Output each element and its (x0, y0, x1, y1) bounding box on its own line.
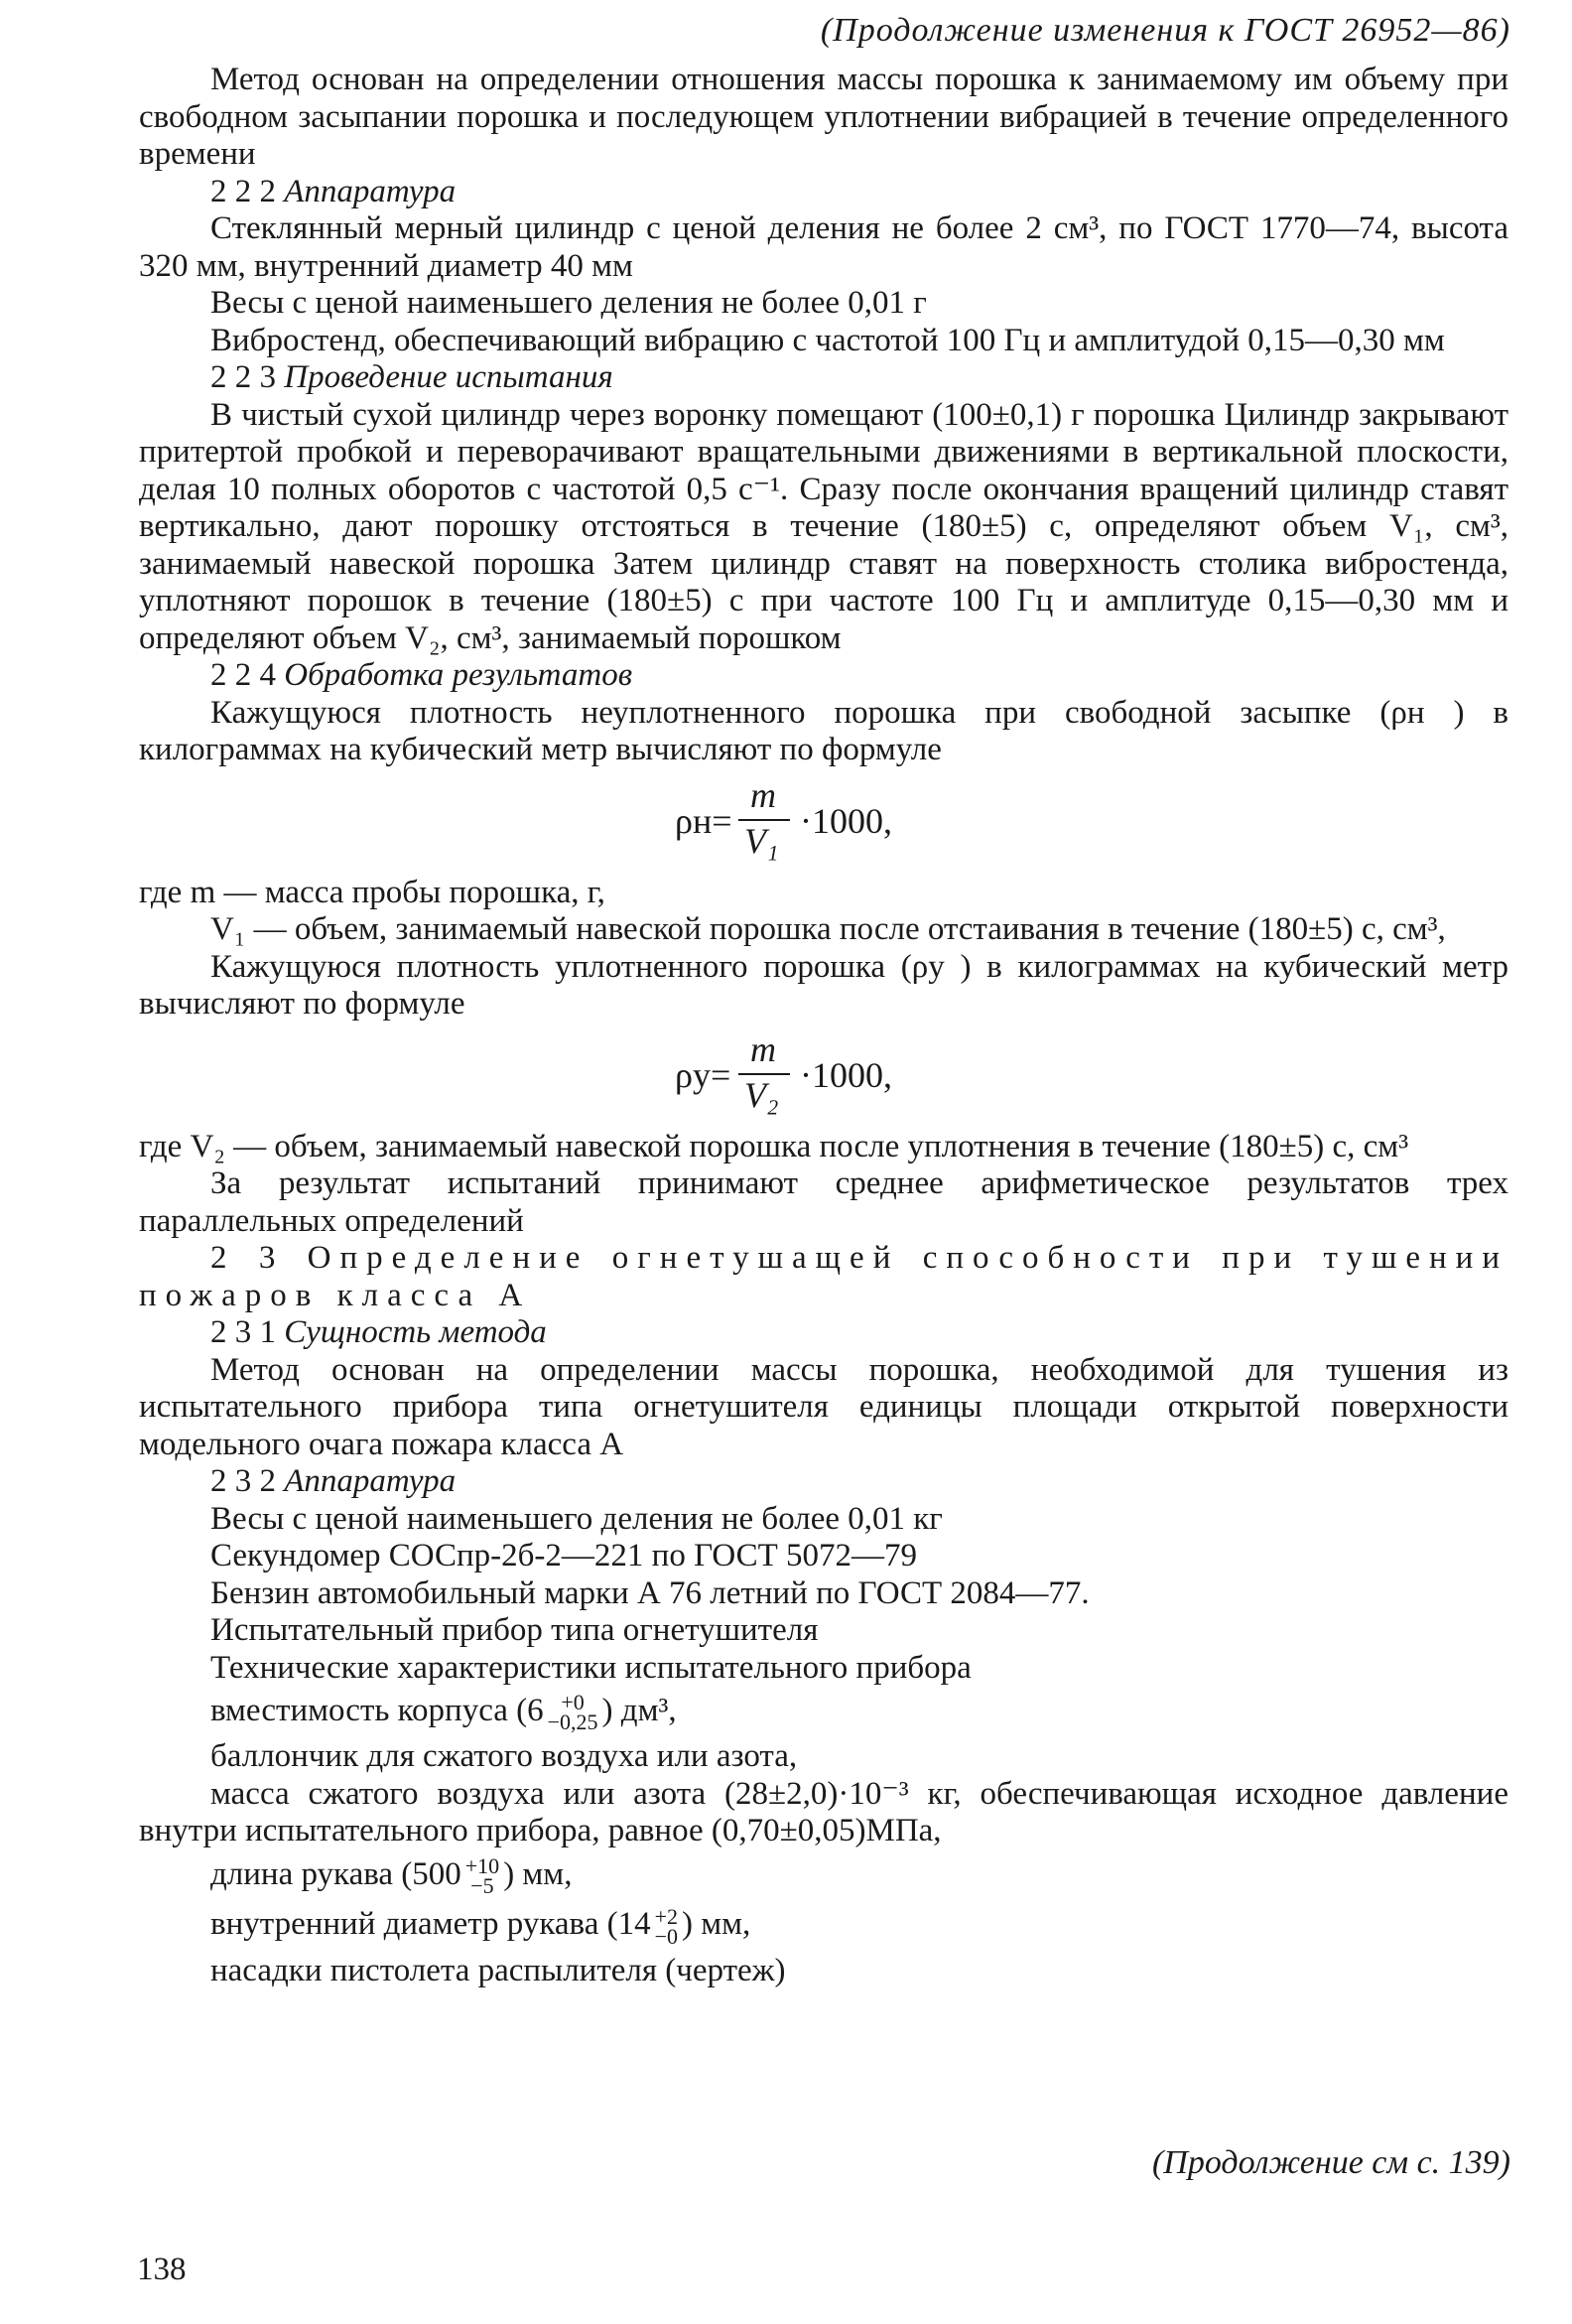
formula-denominator: V₁ (744, 820, 779, 861)
paragraph-cylinder: Стеклянный мерный цилиндр с ценой деления не более 2 см³, по ГОСТ 1770—74, высота 320 мм, внутренний диаметр 40 мм (139, 210, 1508, 284)
formula-rhs: ·1000, (800, 800, 892, 841)
formula-numerator: m (750, 1028, 776, 1069)
paragraph-hose-diameter (139, 1903, 1508, 1949)
paragraph-nozzles: насадки пистолета распылителя (чертеж) (210, 1952, 786, 1988)
tolerance (464, 1853, 500, 1899)
paragraph-where-v1: V₁ — объем, занимаемый навеской порошка после отстаивания в течение (180±5) с, см³, (210, 911, 1446, 947)
section-2-3-heading: 2 3 Определение огнетушащей способности при тушении пожаров класса А (139, 1240, 1508, 1313)
paragraph-method: Метод основан на определении отношения массы порошка к занимаемому им объему при свободном засыпании порошка и последующем уплотнении вибрацией в течение определенного времени (139, 62, 1508, 172)
tolerance-upper: +2 (654, 1903, 679, 1929)
tolerance-upper: +0 (561, 1690, 585, 1715)
paragraph-gas-mass: масса сжатого воздуха или азота (28±2,0)·10⁻³ кг, обеспечивающая исходное давление внутри испытательного прибора, равное (0,70±0,05)МПа, (139, 1775, 1508, 1849)
paragraph-result: За результат испытаний принимают среднее арифметическое результатов трех параллельных определений (139, 1165, 1508, 1239)
paragraph-density-packed: Кажущуюся плотность уплотненного порошка (ρу ) в килограммах на кубический метр вычисляют по формуле (139, 948, 1508, 1022)
paragraph-scales: Весы с ценой наименьшего деления не более 0,01 г (210, 285, 927, 321)
running-header: (Продолжение изменения к ГОСТ 26952—86) (820, 12, 1510, 49)
formula-lhs: ρн= (675, 800, 732, 841)
paragraph-cartridge: баллончик для сжатого воздуха или азота, (210, 1738, 798, 1775)
paragraph-stopwatch: Секундомер СОСпр-2б-2—221 по ГОСТ 5072—79 (210, 1538, 917, 1573)
section-title: Сущность метода (284, 1314, 547, 1350)
section-number: 2 3 1 (210, 1314, 276, 1350)
formula-loose-density (139, 774, 1508, 865)
page-number: 138 (137, 2252, 187, 2287)
formula-lhs: ρу= (675, 1054, 731, 1095)
section-2-3-2 (139, 1463, 1508, 1501)
hose-length-text: длина рукава (500 (210, 1855, 461, 1892)
paragraph-density-loose: Кажущуюся плотность неуплотненного порошка при свободной засыпке (ρн ) в килограммах на кубический метр вычисляют по формуле (139, 694, 1508, 767)
section-2-3-1 (139, 1314, 1508, 1352)
paragraph-capacity (139, 1690, 1508, 1735)
section-2-2-3 (139, 359, 1508, 397)
tolerance (547, 1690, 598, 1735)
continuation-note: (Продолжение см с. 139) (1151, 2144, 1510, 2181)
formula-denominator: V₂ (744, 1074, 779, 1115)
capacity-unit: ) дм³, (601, 1693, 677, 1728)
hose-diameter-unit: ) мм, (682, 1906, 751, 1943)
paragraph-method-fire: Метод основан на определении массы порошка, необходимой для тушения из испытательного прибора типа огнетушителя единицы площади открытой поверхности модельного очага пожара класса А (139, 1351, 1508, 1462)
section-title: Проведение испытания (284, 359, 613, 395)
hose-length-unit: ) мм, (503, 1855, 573, 1892)
section-2-2-2 (139, 174, 1508, 211)
paragraph-where-v2: где V₂ — объем, занимаемый навеской порошка после уплотнения в течение (180±5) с, см³ (139, 1128, 1409, 1164)
section-2-2-4 (139, 657, 1508, 695)
formula-numerator: m (750, 774, 776, 815)
tolerance (654, 1903, 679, 1949)
paragraph-hose-length (139, 1853, 1508, 1899)
formula-rhs: ·1000, (800, 1054, 892, 1095)
paragraph-characteristics: Технические характеристики испытательного прибора (210, 1649, 972, 1686)
section-number: 2 3 2 (210, 1463, 276, 1499)
section-title: Обработка результатов (284, 657, 633, 693)
tolerance-lower: −0 (654, 1923, 679, 1949)
document-body (139, 62, 1508, 1989)
tolerance-upper: +10 (464, 1853, 500, 1879)
section-number: 2 2 2 (210, 173, 276, 209)
paragraph-procedure: В чистый сухой цилиндр через воронку помещают (100±0,1) г порошка Цилиндр закрывают притертой пробкой и переворачивают вращательными движениями в вертикальной плоскости, делая 10 полных оборотов с частотой 0,5 с⁻¹. Сразу после окончания вращений цилиндр ставят вертикально, дают порошку отстояться в течение (180±5) с, определяют объем V₁, см³, занимаемый навеской порошка Затем цилиндр ставят на поверхность столика вибростенда, уплотняют порошок в течение (180±5) с при частоте 100 Гц и амплитуде 0,15—0,30 мм и определяют объем V₂, см³, занимаемый порошком (139, 396, 1508, 656)
tolerance-lower: −5 (470, 1873, 494, 1899)
tolerance-lower: −0,25 (547, 1709, 598, 1735)
section-title: Аппаратура (284, 1463, 457, 1499)
section-title: Аппаратура (284, 173, 457, 209)
paragraph-test-device: Испытательный прибор типа огнетушителя (210, 1612, 819, 1648)
paragraph-where-m: где m — масса пробы порошка, г, (139, 874, 605, 910)
formula-packed-density (139, 1028, 1508, 1119)
section-number: 2 2 4 (210, 657, 276, 693)
paragraph-vibrostand: Вибростенд, обеспечивающий вибрацию с частотой 100 Гц и амплитудой 0,15—0,30 мм (210, 322, 1445, 358)
section-number: 2 2 3 (210, 359, 276, 395)
paragraph-scales-kg: Весы с ценой наименьшего деления не более 0,01 кг (210, 1500, 943, 1537)
capacity-text: вместимость корпуса (6 (210, 1693, 544, 1728)
hose-diameter-text: внутренний диаметр рукава (14 (210, 1906, 651, 1943)
paragraph-gasoline: Бензин автомобильный марки А 76 летний по ГОСТ 2084—77. (210, 1574, 1090, 1611)
